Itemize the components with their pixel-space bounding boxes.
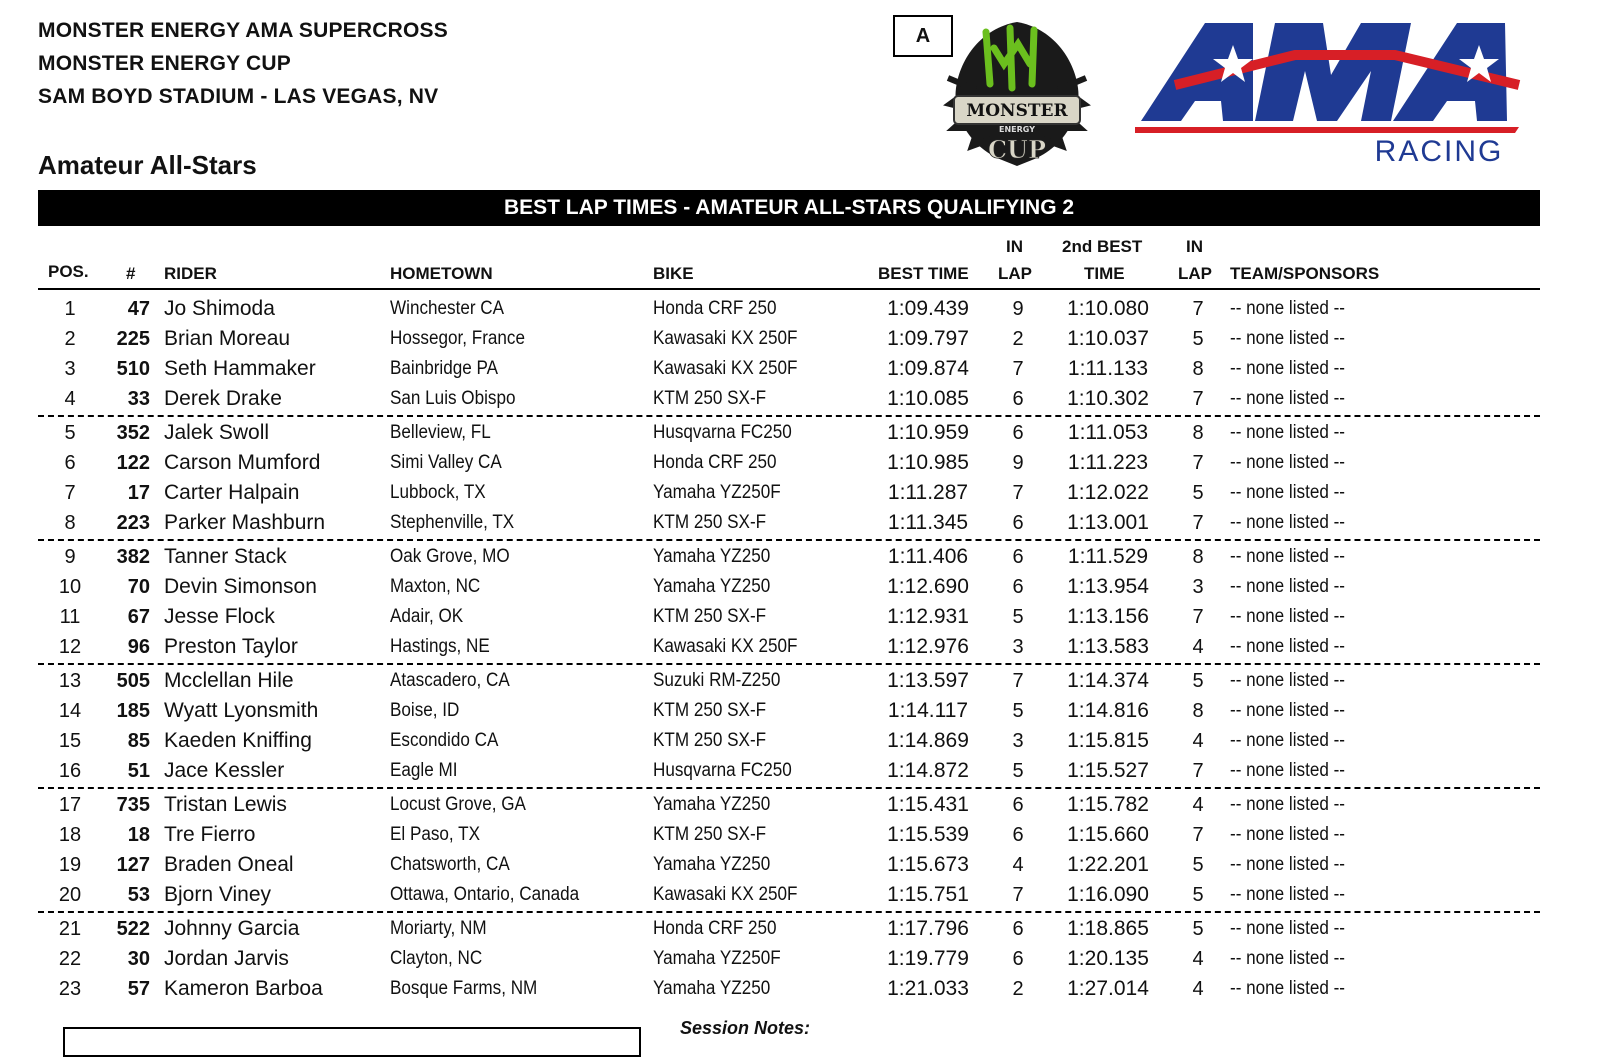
row-hometown: Boise, ID <box>390 700 460 721</box>
table-row <box>0 354 1598 384</box>
row-pos: 12 <box>58 636 82 658</box>
row-hometown: Moriarty, NM <box>390 918 487 939</box>
row-hometown: Maxton, NC <box>390 576 481 597</box>
table-row <box>0 602 1598 632</box>
series-title: MONSTER ENERGY AMA SUPERCROSS <box>38 19 448 42</box>
row-team: -- none listed -- <box>1230 854 1346 875</box>
row-second-best-time: 1:14.374 <box>1067 669 1149 692</box>
row-second-best-time: 1:15.660 <box>1067 823 1149 846</box>
table-row <box>0 478 1598 508</box>
row-best-lap: 6 <box>1012 918 1024 940</box>
row-team: -- none listed -- <box>1230 452 1346 473</box>
row-pos: 9 <box>64 546 76 568</box>
row-best-lap: 7 <box>1012 482 1024 504</box>
row-second-best-time: 1:22.201 <box>1067 853 1149 876</box>
row-best-time: 1:21.033 <box>887 977 969 1000</box>
col-header-second-best-top: 2nd BEST <box>1062 237 1143 256</box>
row-second-best-lap: 5 <box>1192 482 1204 504</box>
row-number: 70 <box>127 576 150 598</box>
row-second-best-lap: 5 <box>1192 884 1204 906</box>
row-second-best-time: 1:13.954 <box>1067 575 1149 598</box>
row-hometown: Simi Valley CA <box>390 452 502 473</box>
row-team: -- none listed -- <box>1230 824 1346 845</box>
row-pos: 17 <box>58 794 82 816</box>
header-rule <box>38 288 1540 290</box>
notes-box <box>63 1027 641 1057</box>
table-row <box>0 542 1598 572</box>
row-second-best-lap: 5 <box>1192 328 1204 350</box>
row-pos: 13 <box>58 670 82 692</box>
row-best-time: 1:14.872 <box>887 759 969 782</box>
row-team: -- none listed -- <box>1230 978 1346 999</box>
row-best-time: 1:13.597 <box>887 669 969 692</box>
row-team: -- none listed -- <box>1230 298 1346 319</box>
row-second-best-lap: 4 <box>1192 978 1204 1000</box>
row-bike: KTM 250 SX-F <box>653 700 767 721</box>
row-second-best-lap: 8 <box>1192 422 1204 444</box>
row-best-lap: 6 <box>1012 512 1024 534</box>
row-team: -- none listed -- <box>1230 388 1346 409</box>
table-row <box>0 944 1598 974</box>
row-hometown: Hastings, NE <box>390 636 490 657</box>
row-bike: Honda CRF 250 <box>653 298 777 319</box>
group-separator <box>38 787 1540 789</box>
row-rider: Tanner Stack <box>164 545 287 568</box>
row-second-best-time: 1:15.527 <box>1067 759 1149 782</box>
row-second-best-lap: 3 <box>1192 576 1204 598</box>
row-hometown: Chatsworth, CA <box>390 854 510 875</box>
row-team: -- none listed -- <box>1230 482 1346 503</box>
row-second-best-time: 1:15.815 <box>1067 729 1149 752</box>
col-header-hometown: HOMETOWN <box>390 264 493 283</box>
table-row <box>0 324 1598 354</box>
row-number: 127 <box>116 854 150 876</box>
row-second-best-lap: 8 <box>1192 546 1204 568</box>
row-best-time: 1:17.796 <box>887 917 969 940</box>
row-best-lap: 6 <box>1012 794 1024 816</box>
row-second-best-lap: 5 <box>1192 854 1204 876</box>
row-best-lap: 2 <box>1012 978 1024 1000</box>
row-rider: Devin Simonson <box>164 575 317 598</box>
row-second-best-time: 1:18.865 <box>1067 917 1149 940</box>
row-second-best-time: 1:16.090 <box>1067 883 1149 906</box>
table-row <box>0 572 1598 602</box>
row-second-best-lap: 7 <box>1192 388 1204 410</box>
row-second-best-time: 1:13.583 <box>1067 635 1149 658</box>
row-second-best-time: 1:11.529 <box>1067 545 1149 568</box>
row-bike: Suzuki RM-Z250 <box>653 670 781 691</box>
row-number: 18 <box>127 824 150 846</box>
row-hometown: Oak Grove, MO <box>390 546 510 567</box>
row-best-time: 1:10.085 <box>887 387 969 410</box>
row-rider: Jo Shimoda <box>164 297 275 320</box>
row-pos: 10 <box>58 576 82 598</box>
group-separator <box>38 415 1540 417</box>
row-best-lap: 9 <box>1012 452 1024 474</box>
row-bike: Yamaha YZ250F <box>653 948 781 969</box>
row-best-lap: 6 <box>1012 576 1024 598</box>
row-pos: 21 <box>58 918 82 940</box>
row-bike: Yamaha YZ250F <box>653 482 781 503</box>
monster-logo-line3: CUP <box>987 135 1047 164</box>
group-separator <box>38 539 1540 541</box>
row-number: 17 <box>127 482 150 504</box>
row-best-time: 1:09.439 <box>887 297 969 320</box>
row-rider: Tre Fierro <box>164 823 256 846</box>
row-team: -- none listed -- <box>1230 576 1346 597</box>
table-row <box>0 632 1598 662</box>
ama-racing-logo <box>1135 15 1527 171</box>
table-row <box>0 448 1598 478</box>
row-best-lap: 6 <box>1012 546 1024 568</box>
col-header-bike: BIKE <box>653 264 694 283</box>
row-team: -- none listed -- <box>1230 422 1346 443</box>
row-best-time: 1:12.690 <box>887 575 969 598</box>
table-row <box>0 756 1598 786</box>
row-rider: Derek Drake <box>164 387 282 410</box>
row-bike: Honda CRF 250 <box>653 452 777 473</box>
session-notes-label: Session Notes: <box>680 1018 811 1038</box>
row-pos: 11 <box>59 606 81 628</box>
row-second-best-lap: 8 <box>1192 700 1204 722</box>
row-rider: Tristan Lewis <box>164 793 287 816</box>
row-second-best-lap: 4 <box>1192 636 1204 658</box>
row-bike: Honda CRF 250 <box>653 918 777 939</box>
row-team: -- none listed -- <box>1230 358 1346 379</box>
row-best-lap: 7 <box>1012 670 1024 692</box>
row-rider: Brian Moreau <box>164 327 291 350</box>
row-team: -- none listed -- <box>1230 794 1346 815</box>
row-second-best-lap: 5 <box>1192 670 1204 692</box>
row-best-time: 1:10.985 <box>887 451 969 474</box>
row-second-best-lap: 7 <box>1192 824 1204 846</box>
row-team: -- none listed -- <box>1230 606 1346 627</box>
table-row <box>0 914 1598 944</box>
row-second-best-time: 1:14.816 <box>1067 699 1149 722</box>
table-row <box>0 294 1598 324</box>
row-pos: 3 <box>64 358 76 380</box>
row-bike: KTM 250 SX-F <box>653 730 767 751</box>
row-second-best-lap: 4 <box>1192 948 1204 970</box>
row-pos: 18 <box>58 824 82 846</box>
row-best-lap: 6 <box>1012 422 1024 444</box>
row-best-lap: 6 <box>1012 388 1024 410</box>
table-row <box>0 726 1598 756</box>
row-bike: Yamaha YZ250 <box>653 546 771 567</box>
row-pos: 22 <box>58 948 82 970</box>
row-best-time: 1:10.959 <box>887 421 969 444</box>
table-row <box>0 820 1598 850</box>
row-best-lap: 5 <box>1012 700 1024 722</box>
row-second-best-lap: 7 <box>1192 512 1204 534</box>
col-header-team: TEAM/SPONSORS <box>1230 264 1380 283</box>
row-number: 505 <box>116 670 150 692</box>
row-team: -- none listed -- <box>1230 328 1346 349</box>
row-number: 51 <box>127 760 150 782</box>
row-rider: Carson Mumford <box>164 451 321 474</box>
row-second-best-time: 1:11.053 <box>1067 421 1149 444</box>
row-best-lap: 4 <box>1012 854 1024 876</box>
row-second-best-time: 1:12.022 <box>1067 481 1149 504</box>
row-second-best-time: 1:10.080 <box>1067 297 1149 320</box>
row-hometown: Lubbock, TX <box>390 482 486 503</box>
row-rider: Bjorn Viney <box>164 883 272 906</box>
row-rider: Jesse Flock <box>164 605 275 628</box>
row-number: 57 <box>127 978 150 1000</box>
row-rider: Braden Oneal <box>164 853 294 876</box>
row-pos: 4 <box>64 388 76 410</box>
row-best-time: 1:15.751 <box>887 883 969 906</box>
row-team: -- none listed -- <box>1230 760 1346 781</box>
row-best-time: 1:12.931 <box>887 605 969 628</box>
row-pos: 5 <box>64 422 76 444</box>
row-best-time: 1:09.874 <box>887 357 969 380</box>
row-best-lap: 6 <box>1012 948 1024 970</box>
row-pos: 16 <box>58 760 82 782</box>
table-row <box>0 508 1598 538</box>
row-best-time: 1:11.345 <box>887 511 969 534</box>
row-number: 382 <box>116 546 150 568</box>
row-pos: 19 <box>58 854 82 876</box>
row-number: 185 <box>116 700 150 722</box>
row-bike: Kawasaki KX 250F <box>653 328 798 349</box>
row-number: 85 <box>127 730 150 752</box>
monster-energy-cup-logo <box>942 18 1092 170</box>
row-rider: Jordan Jarvis <box>164 947 289 970</box>
row-hometown: Bosque Farms, NM <box>390 978 538 999</box>
col-header-in-lap-bottom: LAP <box>998 264 1032 283</box>
group-separator <box>38 911 1540 913</box>
row-best-time: 1:11.406 <box>887 545 969 568</box>
table-row <box>0 850 1598 880</box>
row-best-lap: 9 <box>1012 298 1024 320</box>
row-best-time: 1:15.431 <box>887 793 969 816</box>
row-pos: 15 <box>58 730 82 752</box>
row-rider: Mcclellan Hile <box>164 669 294 692</box>
row-bike: Kawasaki KX 250F <box>653 636 798 657</box>
row-bike: Kawasaki KX 250F <box>653 358 798 379</box>
row-second-best-time: 1:10.302 <box>1067 387 1149 410</box>
row-rider: Kameron Barboa <box>164 977 323 1000</box>
row-rider: Preston Taylor <box>164 635 298 658</box>
row-bike: Yamaha YZ250 <box>653 978 771 999</box>
row-best-lap: 6 <box>1012 824 1024 846</box>
row-best-time: 1:09.797 <box>887 327 969 350</box>
row-number: 510 <box>116 358 150 380</box>
row-second-best-time: 1:11.133 <box>1067 357 1149 380</box>
event-title: MONSTER ENERGY CUP <box>38 52 291 75</box>
row-hometown: Locust Grove, GA <box>390 794 526 815</box>
col-header-num: # <box>126 264 136 283</box>
row-pos: 23 <box>58 978 82 1000</box>
row-number: 225 <box>116 328 150 350</box>
row-number: 96 <box>127 636 150 658</box>
row-pos: 7 <box>64 482 76 504</box>
row-second-best-lap: 4 <box>1192 730 1204 752</box>
row-pos: 1 <box>64 298 76 320</box>
row-team: -- none listed -- <box>1230 918 1346 939</box>
row-best-lap: 5 <box>1012 606 1024 628</box>
row-hometown: Eagle MI <box>390 760 458 781</box>
ama-logo-subtext: RACING <box>1374 135 1504 168</box>
row-number: 47 <box>127 298 150 320</box>
row-pos: 20 <box>58 884 82 906</box>
row-bike: KTM 250 SX-F <box>653 512 767 533</box>
row-best-lap: 5 <box>1012 760 1024 782</box>
row-rider: Kaeden Kniffing <box>164 729 312 752</box>
row-hometown: San Luis Obispo <box>390 388 516 409</box>
row-second-best-lap: 7 <box>1192 760 1204 782</box>
group-separator <box>38 663 1540 665</box>
row-rider: Parker Mashburn <box>164 511 326 534</box>
monster-logo-line1: MONSTER <box>966 101 1068 121</box>
col-header-in-lap-top: IN <box>1006 237 1023 256</box>
row-second-best-time: 1:11.223 <box>1067 451 1149 474</box>
row-second-best-time: 1:15.782 <box>1067 793 1149 816</box>
row-second-best-time: 1:27.014 <box>1067 977 1149 1000</box>
monster-logo-line2: ENERGY <box>999 125 1035 134</box>
col-header-second-best-bottom: TIME <box>1084 264 1125 283</box>
row-best-time: 1:14.869 <box>887 729 969 752</box>
row-best-time: 1:19.779 <box>887 947 969 970</box>
row-second-best-lap: 4 <box>1192 794 1204 816</box>
row-bike: Husqvarna FC250 <box>653 760 792 781</box>
row-rider: Jalek Swoll <box>164 421 270 444</box>
row-hometown: Winchester CA <box>390 298 505 319</box>
row-second-best-time: 1:13.156 <box>1067 605 1149 628</box>
row-best-time: 1:15.539 <box>887 823 969 846</box>
class-name: Amateur All-Stars <box>38 150 257 180</box>
table-row <box>0 696 1598 726</box>
row-best-lap: 7 <box>1012 884 1024 906</box>
table-row <box>0 974 1598 1004</box>
row-hometown: Stephenville, TX <box>390 512 515 533</box>
row-team: -- none listed -- <box>1230 636 1346 657</box>
row-bike: Yamaha YZ250 <box>653 576 771 597</box>
row-bike: Yamaha YZ250 <box>653 794 771 815</box>
row-number: 735 <box>116 794 150 816</box>
row-hometown: Hossegor, France <box>390 328 525 349</box>
row-hometown: Bainbridge PA <box>390 358 499 379</box>
venue-title: SAM BOYD STADIUM - LAS VEGAS, NV <box>38 85 439 108</box>
row-best-lap: 3 <box>1012 730 1024 752</box>
col-header-rider: RIDER <box>164 264 217 283</box>
col-header-in-lap2-bottom: LAP <box>1178 264 1212 283</box>
row-pos: 6 <box>64 452 76 474</box>
row-team: -- none listed -- <box>1230 700 1346 721</box>
row-best-time: 1:14.117 <box>887 699 969 722</box>
row-hometown: El Paso, TX <box>390 824 480 845</box>
row-best-time: 1:15.673 <box>887 853 969 876</box>
row-team: -- none listed -- <box>1230 670 1346 691</box>
row-hometown: Ottawa, Ontario, Canada <box>390 884 580 905</box>
row-number: 53 <box>127 884 150 906</box>
row-best-time: 1:11.287 <box>887 481 969 504</box>
row-bike: Yamaha YZ250 <box>653 854 771 875</box>
row-number: 33 <box>127 388 150 410</box>
row-team: -- none listed -- <box>1230 948 1346 969</box>
row-number: 223 <box>116 512 150 534</box>
row-number: 522 <box>116 918 150 940</box>
row-second-best-time: 1:20.135 <box>1067 947 1149 970</box>
row-hometown: Belleview, FL <box>390 422 491 443</box>
row-bike: Kawasaki KX 250F <box>653 884 798 905</box>
table-row <box>0 418 1598 448</box>
row-bike: KTM 250 SX-F <box>653 606 767 627</box>
table-row <box>0 666 1598 696</box>
row-best-lap: 2 <box>1012 328 1024 350</box>
row-number: 67 <box>127 606 150 628</box>
row-rider: Johnny Garcia <box>164 917 300 940</box>
row-number: 30 <box>127 948 150 970</box>
row-hometown: Escondido CA <box>390 730 499 751</box>
row-second-best-time: 1:13.001 <box>1067 511 1149 534</box>
group-label: A <box>893 15 953 57</box>
row-bike: Husqvarna FC250 <box>653 422 792 443</box>
row-hometown: Atascadero, CA <box>390 670 510 691</box>
row-number: 122 <box>116 452 150 474</box>
row-pos: 14 <box>58 700 82 722</box>
row-number: 352 <box>116 422 150 444</box>
row-team: -- none listed -- <box>1230 546 1346 567</box>
row-bike: KTM 250 SX-F <box>653 388 767 409</box>
row-team: -- none listed -- <box>1230 730 1346 751</box>
row-rider: Seth Hammaker <box>164 357 316 380</box>
row-rider: Jace Kessler <box>164 759 285 782</box>
row-rider: Carter Halpain <box>164 481 300 504</box>
row-hometown: Clayton, NC <box>390 948 483 969</box>
table-row <box>0 880 1598 910</box>
table-row <box>0 790 1598 820</box>
row-second-best-lap: 7 <box>1192 452 1204 474</box>
row-best-lap: 7 <box>1012 358 1024 380</box>
row-rider: Wyatt Lyonsmith <box>164 699 319 722</box>
row-second-best-lap: 7 <box>1192 298 1204 320</box>
row-best-lap: 3 <box>1012 636 1024 658</box>
row-second-best-time: 1:10.037 <box>1067 327 1149 350</box>
row-best-time: 1:12.976 <box>887 635 969 658</box>
row-second-best-lap: 5 <box>1192 918 1204 940</box>
row-team: -- none listed -- <box>1230 884 1346 905</box>
table-row <box>0 384 1598 414</box>
row-bike: KTM 250 SX-F <box>653 824 767 845</box>
row-pos: 2 <box>64 328 76 350</box>
row-pos: 8 <box>64 512 76 534</box>
col-header-pos: POS. <box>48 262 89 281</box>
col-header-best-time: BEST TIME <box>878 264 969 283</box>
results-banner: BEST LAP TIMES - AMATEUR ALL-STARS QUALIFYING 2 <box>38 190 1540 226</box>
row-second-best-lap: 7 <box>1192 606 1204 628</box>
row-second-best-lap: 8 <box>1192 358 1204 380</box>
col-header-in-lap2-top: IN <box>1186 237 1203 256</box>
row-hometown: Adair, OK <box>390 606 464 627</box>
row-team: -- none listed -- <box>1230 512 1346 533</box>
